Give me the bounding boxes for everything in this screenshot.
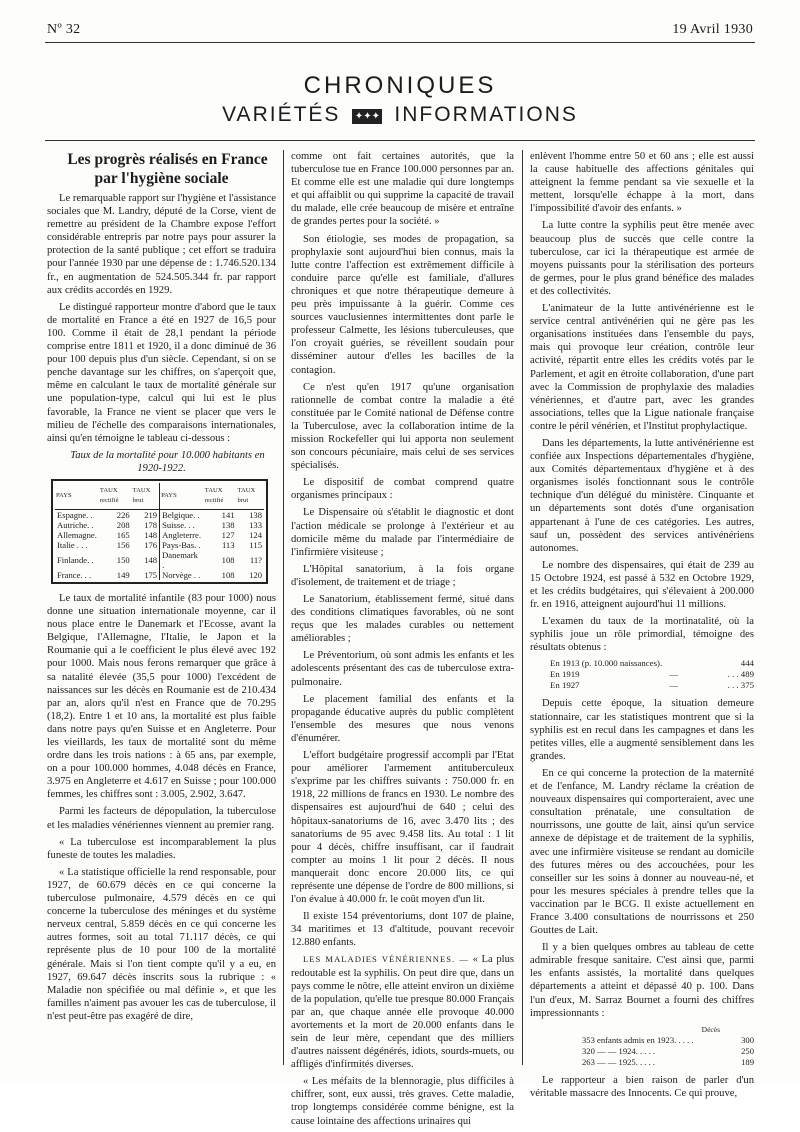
- country-cell: Suisse. . .: [160, 520, 204, 530]
- brut-cell: 11?: [249, 554, 262, 565]
- masthead-varietes: VARIÉTÉS: [222, 103, 341, 126]
- paragraph: Le placement familial des enfants et la propagande éducative auprès du public complètent l'ensemble des mesures que nous venons d'énumérer.: [291, 693, 514, 744]
- mortality-table: [51, 479, 268, 584]
- masthead-chroniques: CHRONIQUES: [303, 72, 497, 99]
- paragraph: Parmi les facteurs de dépopulation, la tuberculose et les maladies vénériennes viennent au premier rang.: [47, 806, 276, 831]
- article-title: Les progrès réalisés en France par l'hygiène sociale: [67, 151, 268, 187]
- paragraph: [291, 953, 514, 1071]
- stat-value: 444: [740, 658, 754, 669]
- stat-label: En 1913 (p. 10.000 naissances).: [550, 658, 663, 669]
- paragraph: Dans les départements, la lutte antivénérienne est confiée aux Inspections départementales d'hygiène, aux Comités départementaux d'hygiène et à des organismes isolés fonctionnant sous le contrôle technique d'un délégué du ministère. Cinquante et un départements sont dotés d'une organisation appartenant à l'une de ces catégories. Les autres, sauf un, possèdent des services antivénériens autonomes.: [530, 437, 754, 554]
- col-header-rect: TAUX rectifié: [99, 483, 132, 510]
- table-row: [55, 570, 264, 580]
- deces-value: 189: [741, 1056, 754, 1067]
- country-cell: Angleterre.: [160, 530, 204, 540]
- rect-cell: 165: [116, 529, 130, 540]
- paragraph: Le taux de mortalité infantile (83 pour 1000) nous donne une situation internationale moyenne, car il nous place entre le Danemark et l'Ecosse, avant la Belgique, l'Allemagne, l'Italie, le Japon et la Roumanie qui a le coefficient le plus élevé avec 192 pour 1000. Mais nous ferons remarquer que grâce à sa natalité élevée (35,5 pour 1000) l'excédent de naissances sur les décès en Roumanie est de 210.434 par an, alors qu'il n'est en France que de 70.295 (18,2). Entre 1 et 10 ans, la mortalité est plus faible dans notre pays qu'en Suisse et en Angleterre. Pour les vieillards, les taux de mortalité sont du même ordre dans les trois nations : à 65 ans, par exemple, on a pour 100.000 hommes, 4.048 décès en France, 3.975 en Angleterre et 4.617 en Suisse ; pour 100.000 femmes, les chiffres sont : 3.005, 2.902, 3.647.: [47, 592, 276, 801]
- country-cell: Norvège . .: [160, 570, 204, 580]
- stat-label: En 1919: [550, 669, 580, 680]
- deces-row: [582, 1046, 754, 1057]
- rect-cell: 226: [116, 509, 130, 520]
- rect-cell: 108: [221, 569, 235, 580]
- column-rule-2: [522, 150, 523, 1065]
- deces-value: 250: [741, 1045, 754, 1056]
- ornament-icon: ✦✦✦: [352, 109, 382, 124]
- col-header-brut: TAUX brut: [237, 483, 264, 510]
- paragraph: Le dispositif de combat comprend quatre organismes principaux :: [291, 477, 514, 502]
- paragraph-text: « La plus redoutable est la syphilis. On peut dire que, dans un pays comme le nôtre, elle atteint environ un dixième de la population, qu'elle tue presque 80.000 Français par an, que chaque année elle provoque 40.000 avortements et la mort de 20.000 enfants dans le sein de leur mère, cependant que des milliers d'autres naissent dégénérés, idiots, sourds-muets, ou affligés d'infirmités diverses.: [291, 954, 515, 1071]
- column-1: [47, 150, 276, 1027]
- paragraph: Le Dispensaire où s'établit le diagnostic et dont l'action médicale se prolonge à l'extérieur et au domicile même du malade par l'intermédiaire de l'infirmière visiteuse ;: [291, 507, 514, 558]
- stat-value: . . . 375: [727, 680, 754, 691]
- brut-cell: 124: [249, 529, 262, 540]
- paragraph: enlèvent l'homme entre 50 et 60 ans ; elle est aussi la cause habituelle des affections génitales qui atteignent la femme pendant sa vie sexuelle et la mettent, lorsqu'elle échappe à la mort, dans l'impossibilité d'avoir des enfants. »: [530, 151, 754, 215]
- paragraph: Il existe 154 préventoriums, dont 107 de plaine, 34 maritimes et 13 d'altitude, pouvant recevoir 12.880 enfants.: [291, 911, 514, 949]
- table-row: [55, 540, 264, 550]
- column-2: [291, 150, 514, 1132]
- col-header-pays: PAYS: [160, 483, 204, 510]
- issue-number: Nº 32: [47, 22, 81, 37]
- paragraph: L'Hôpital sanatorium, à la fois organe d'isolement, de traitement et de triage ;: [291, 563, 514, 588]
- country-cell: Autriche. .: [57, 519, 94, 530]
- paragraph: L'examen du taux de la mortinatalité, où la syphilis joue un rôle primordial, témoigne des résultats obtenus :: [530, 616, 754, 654]
- section-heading: LES MALADIES VÉNÉRIENNES. —: [303, 954, 469, 965]
- masthead-rule: [45, 140, 755, 141]
- issue-date: 19 Avril 1930: [672, 22, 753, 37]
- top-rule: [45, 42, 755, 43]
- brut-cell: 219: [144, 509, 158, 520]
- country-cell: France. . .: [57, 569, 92, 580]
- rect-cell: 149: [116, 569, 130, 580]
- paragraph: Depuis cette époque, la situation demeure stationnaire, car les statistiques montrent que si la syphilis est en recul dans les campagnes et dans les petites villes, elle a augmenté sensiblement dans les grandes.: [530, 698, 754, 762]
- rect-cell: 138: [221, 519, 235, 530]
- paragraph: Le rapporteur a bien raison de parler d'un véritable massacre des Innocents. Ce qui prouve,: [530, 1074, 754, 1099]
- rect-cell: 156: [116, 539, 130, 550]
- stat-dash: —: [669, 680, 679, 691]
- column-rule-1: [283, 150, 284, 1065]
- table-row: [55, 530, 264, 540]
- rect-cell: 208: [116, 519, 130, 530]
- paragraph: « La tuberculose est incomparablement la plus funeste de toutes les maladies.: [47, 836, 276, 861]
- col-header-brut: TAUX brut: [132, 483, 160, 510]
- paragraph: La lutte contre la syphilis peut être menée avec beaucoup plus de succès que celle contre la tuberculose, car ici la thérapeutique est armée de moyens puissants pour la stérilisation des porteurs de germes, pour le plus grand bénéfice des malades et des collectivités.: [530, 220, 754, 297]
- country-cell: Danemark .: [160, 550, 204, 570]
- paragraph: Ce n'est qu'en 1917 qu'une organisation rationnelle de combat contre la maladie a été constituée par le Comité national de Défense contre la Tuberculose, avec la collaboration intime de la mission Rockefeller qui lui apporta non seulement son concours pécuniaire, mais celui de ses services spécialisés.: [291, 381, 514, 472]
- paragraph: Le nombre des dispensaires, qui était de 239 au 15 Octobre 1924, est passé à 532 en Octobre 1929, et les crédits budgétaires, qui s'élevaient à 200.000 fr. en 1916, atteignent aujourd'hui 11 millions.: [530, 559, 754, 611]
- paragraph: Il y a bien quelques ombres au tableau de cette admirable fresque sanitaire. C'est ainsi que, parmi les enfants assistés, la mortalité dans quelques départements a atteint et dépassé 40 p. 100. Dans l'un d'eux, M. Sarraz Bournet a fourni des chiffres impressionnants :: [530, 942, 754, 1019]
- brut-cell: 115: [249, 539, 262, 550]
- stat-label: En 1927: [550, 680, 580, 691]
- country-cell: Finlande. .: [57, 554, 94, 565]
- col-header-pays: PAYS: [55, 483, 99, 510]
- stat-value: . . . 489: [727, 669, 754, 680]
- table-row: [55, 520, 264, 530]
- paragraph: Son étiologie, ses modes de propagation, sa prophylaxie sont aujourd'hui bien connus, mais la lutte contre l'affection est extrêmement difficile à conduire parce qu'elle est familiale, d'allures chroniques et que notre thérapeutique demeure à peu près impuissante à la guérir. Comme ces sources vauclusiennes intermittentes dont parle le professeur Calmette, les lésions tuberculeuses, que l'on croyait guéries, se réveillent soudain pour disséminer autour d'elles les bacilles de la contagion.: [291, 233, 514, 376]
- brut-cell: 133: [249, 519, 262, 530]
- paragraph: En ce qui concerne la protection de la maternité et de l'enfance, M. Landry réclame la création de nouveaux dispensaires qui comporteraient, avec une consultation prénatale, une consultation de nourrissons, une goutte de lait, ainsi qu'un service annexe de dépistage et de traitement de la syphilis, avec une infirmière visiteuse se rendant au domicile des futures mères ou des accouchées, pour les conseiller sur les soins à donner au nouveau-né, et pour les mesures spéciales à prendre telles que la vaccination par le BCG. Il existe actuellement en France 3.400 consultations de nourrissons et 250 Gouttes de Lait.: [530, 767, 754, 937]
- deces-header: Décès: [701, 1024, 720, 1034]
- rect-cell: 113: [221, 539, 235, 550]
- brut-cell: 176: [144, 539, 158, 550]
- country-cell: Allemagne.: [57, 529, 97, 540]
- paragraph: Le Sanatorium, établissement fermé, situé dans des conditions climatiques favorables, où ne sont reçus que les malades curables ou nettement améliorables ;: [291, 594, 514, 645]
- paragraph: Le distingué rapporteur montre d'abord que le taux de mortalité en France a été en 1927 de 16,5 pour 100. Comme il était de 28,1 pendant la période comprise entre 1811 et 1920, il a donc diminué de 36 pour 100 depuis plus d'un siècle. Cependant, si on se penche davantage sur les chiffres, on s'aperçoit que, même en calculant le taux de mortalité générale sur une population-type, calcul qui lui est le plus favorable, la France ne vient se placer que vers le milieu de l'échelle des comparaisons internationales, ainsi qu'en témoigne le tableau ci-dessous :: [47, 301, 276, 444]
- paragraph: comme ont fait certaines autorités, que la tuberculose tue en France 100.000 personnes par an. Et comme elle est une maladie qui dure longtemps et qui affaiblit ou qui supprime la capacité de travail du malade, elle crée beaucoup de misère et entraîne de grandes pertes pour la société. »: [291, 151, 514, 228]
- table-row: [55, 509, 264, 520]
- deces-value: 300: [741, 1034, 754, 1045]
- deces-label: 263 — — 1925. . . . .: [582, 1056, 656, 1067]
- paragraph: Le remarquable rapport sur l'hygiène et l'assistance sociales que M. Landry, député de la Corse, vient de remettre au président de la Chambre expose l'effort considérable entrepris par notre pays pour assurer la protection de la santé publique ; cet effort se traduira pour l'année 1930 par une dépense de : 1.746.520.134 fr., en augmentation de 524.505.344 fr. par rapport aux crédits accordés en 1929.: [47, 193, 276, 296]
- col-header-rect: TAUX rectifié: [204, 483, 237, 510]
- rect-cell: 141: [221, 509, 235, 520]
- stat-row: [550, 669, 754, 680]
- deces-table: [582, 1024, 754, 1068]
- brut-cell: 120: [249, 569, 262, 580]
- table-row: [55, 550, 264, 570]
- deces-row: [582, 1035, 754, 1046]
- mortinatalite-table: [550, 658, 754, 691]
- brut-cell: 138: [249, 509, 262, 520]
- brut-cell: 178: [144, 519, 158, 530]
- country-cell: Italie . . .: [57, 539, 88, 550]
- paragraph: « La statistique officielle la rend responsable, pour 1927, de 60.679 décès en ce qui concerne la tuberculose pulmonaire, 4.579 décès en ce qui concerne la tuberculose des méninges et du système nerveux central, 5.859 décès en ce qui concerne les autres formes, soit au total 71.117 décès, ce qui représente plus de 10 pour 100 de la mortalité générale. Mais si l'on tient compte qu'il y a eu, en 1927, 69.647 décès inscrits sous la rubrique : « Maladie non spécifiée ou mal définie », et que les familles n'aiment pas avouer les cas de tuberculose, il n'est peut-être pas exagéré de dire,: [47, 866, 276, 1022]
- masthead-informations: INFORMATIONS: [394, 103, 578, 126]
- deces-label: 353 enfants admis en 1923. . . . .: [582, 1034, 694, 1045]
- paragraph: L'effort budgétaire progressif accompli par l'Etat pour améliorer l'armement antituberculeux s'exprime par les chiffres suivants : 750.000 fr. en 1918, 22 millions de francs en 1930. Le nombre des dispensaires est aujourd'hui de 640 ; celui des hôpitaux-sanatoriums de 16, avec 3.470 lits ; des sanatoriums de 95 avec 9.458 lits. Au total : 1 lit pour 4 décès, chiffre insuffisant, car il faudrait compter au moins 1 lit pour 2 décès. Il nous manquerait donc encore 20.000 lits, ce qui représente une dépense de l'ordre de 800 millions, si l'on évalue à 40.000 fr. le coût moyen d'un lit.: [291, 750, 514, 906]
- stat-dash: [669, 658, 719, 669]
- deces-label: 320 — — 1924. . . . .: [582, 1045, 656, 1056]
- rect-cell: 150: [116, 554, 130, 565]
- rect-cell: 108: [221, 554, 235, 565]
- paragraph: L'animateur de la lutte antivénérienne est le service central antivénérien qui ne gère pas les organisations instituées dans l'ensemble du pays, mais qui provoque leur création, contrôle leur activité, répartit entre elles les crédits votés par le Parlement, et agit en étroite collaboration, d'une part avec la Commission de prophylaxie des maladies vénériennes, et d'autre part, avec les grandes associations, telles que la Ligue nationale française contre le péril vénérien, et l'Institut prophylactique.: [530, 303, 754, 432]
- rect-cell: 127: [221, 529, 235, 540]
- stat-row: [550, 680, 754, 691]
- brut-cell: 148: [144, 529, 158, 540]
- table-caption: Taux de la mortalité pour 10.000 habitants en 1920-1922.: [70, 449, 265, 474]
- stat-row: [550, 658, 754, 669]
- paragraph: « Les méfaits de la blennoragie, plus difficiles à chiffrer, sont, eux aussi, très graves. Cette maladie, trop longtemps considérée comme bénigne, est la cause lointaine des affections urinaires qui: [291, 1076, 514, 1127]
- brut-cell: 175: [144, 569, 158, 580]
- brut-cell: 148: [144, 554, 158, 565]
- column-3: [530, 150, 754, 1104]
- country-cell: Pays-Bas. .: [160, 540, 204, 550]
- deces-row: [582, 1057, 754, 1068]
- country-cell: Belgique. .: [160, 509, 204, 520]
- masthead-varietes-informations: [0, 103, 800, 127]
- country-cell: Espagne. .: [57, 509, 93, 520]
- stat-dash: —: [669, 669, 679, 680]
- paragraph: Le Préventorium, où sont admis les enfants et les adolescents présentant des cas de tuberculose extra-pulmonaire.: [291, 650, 514, 688]
